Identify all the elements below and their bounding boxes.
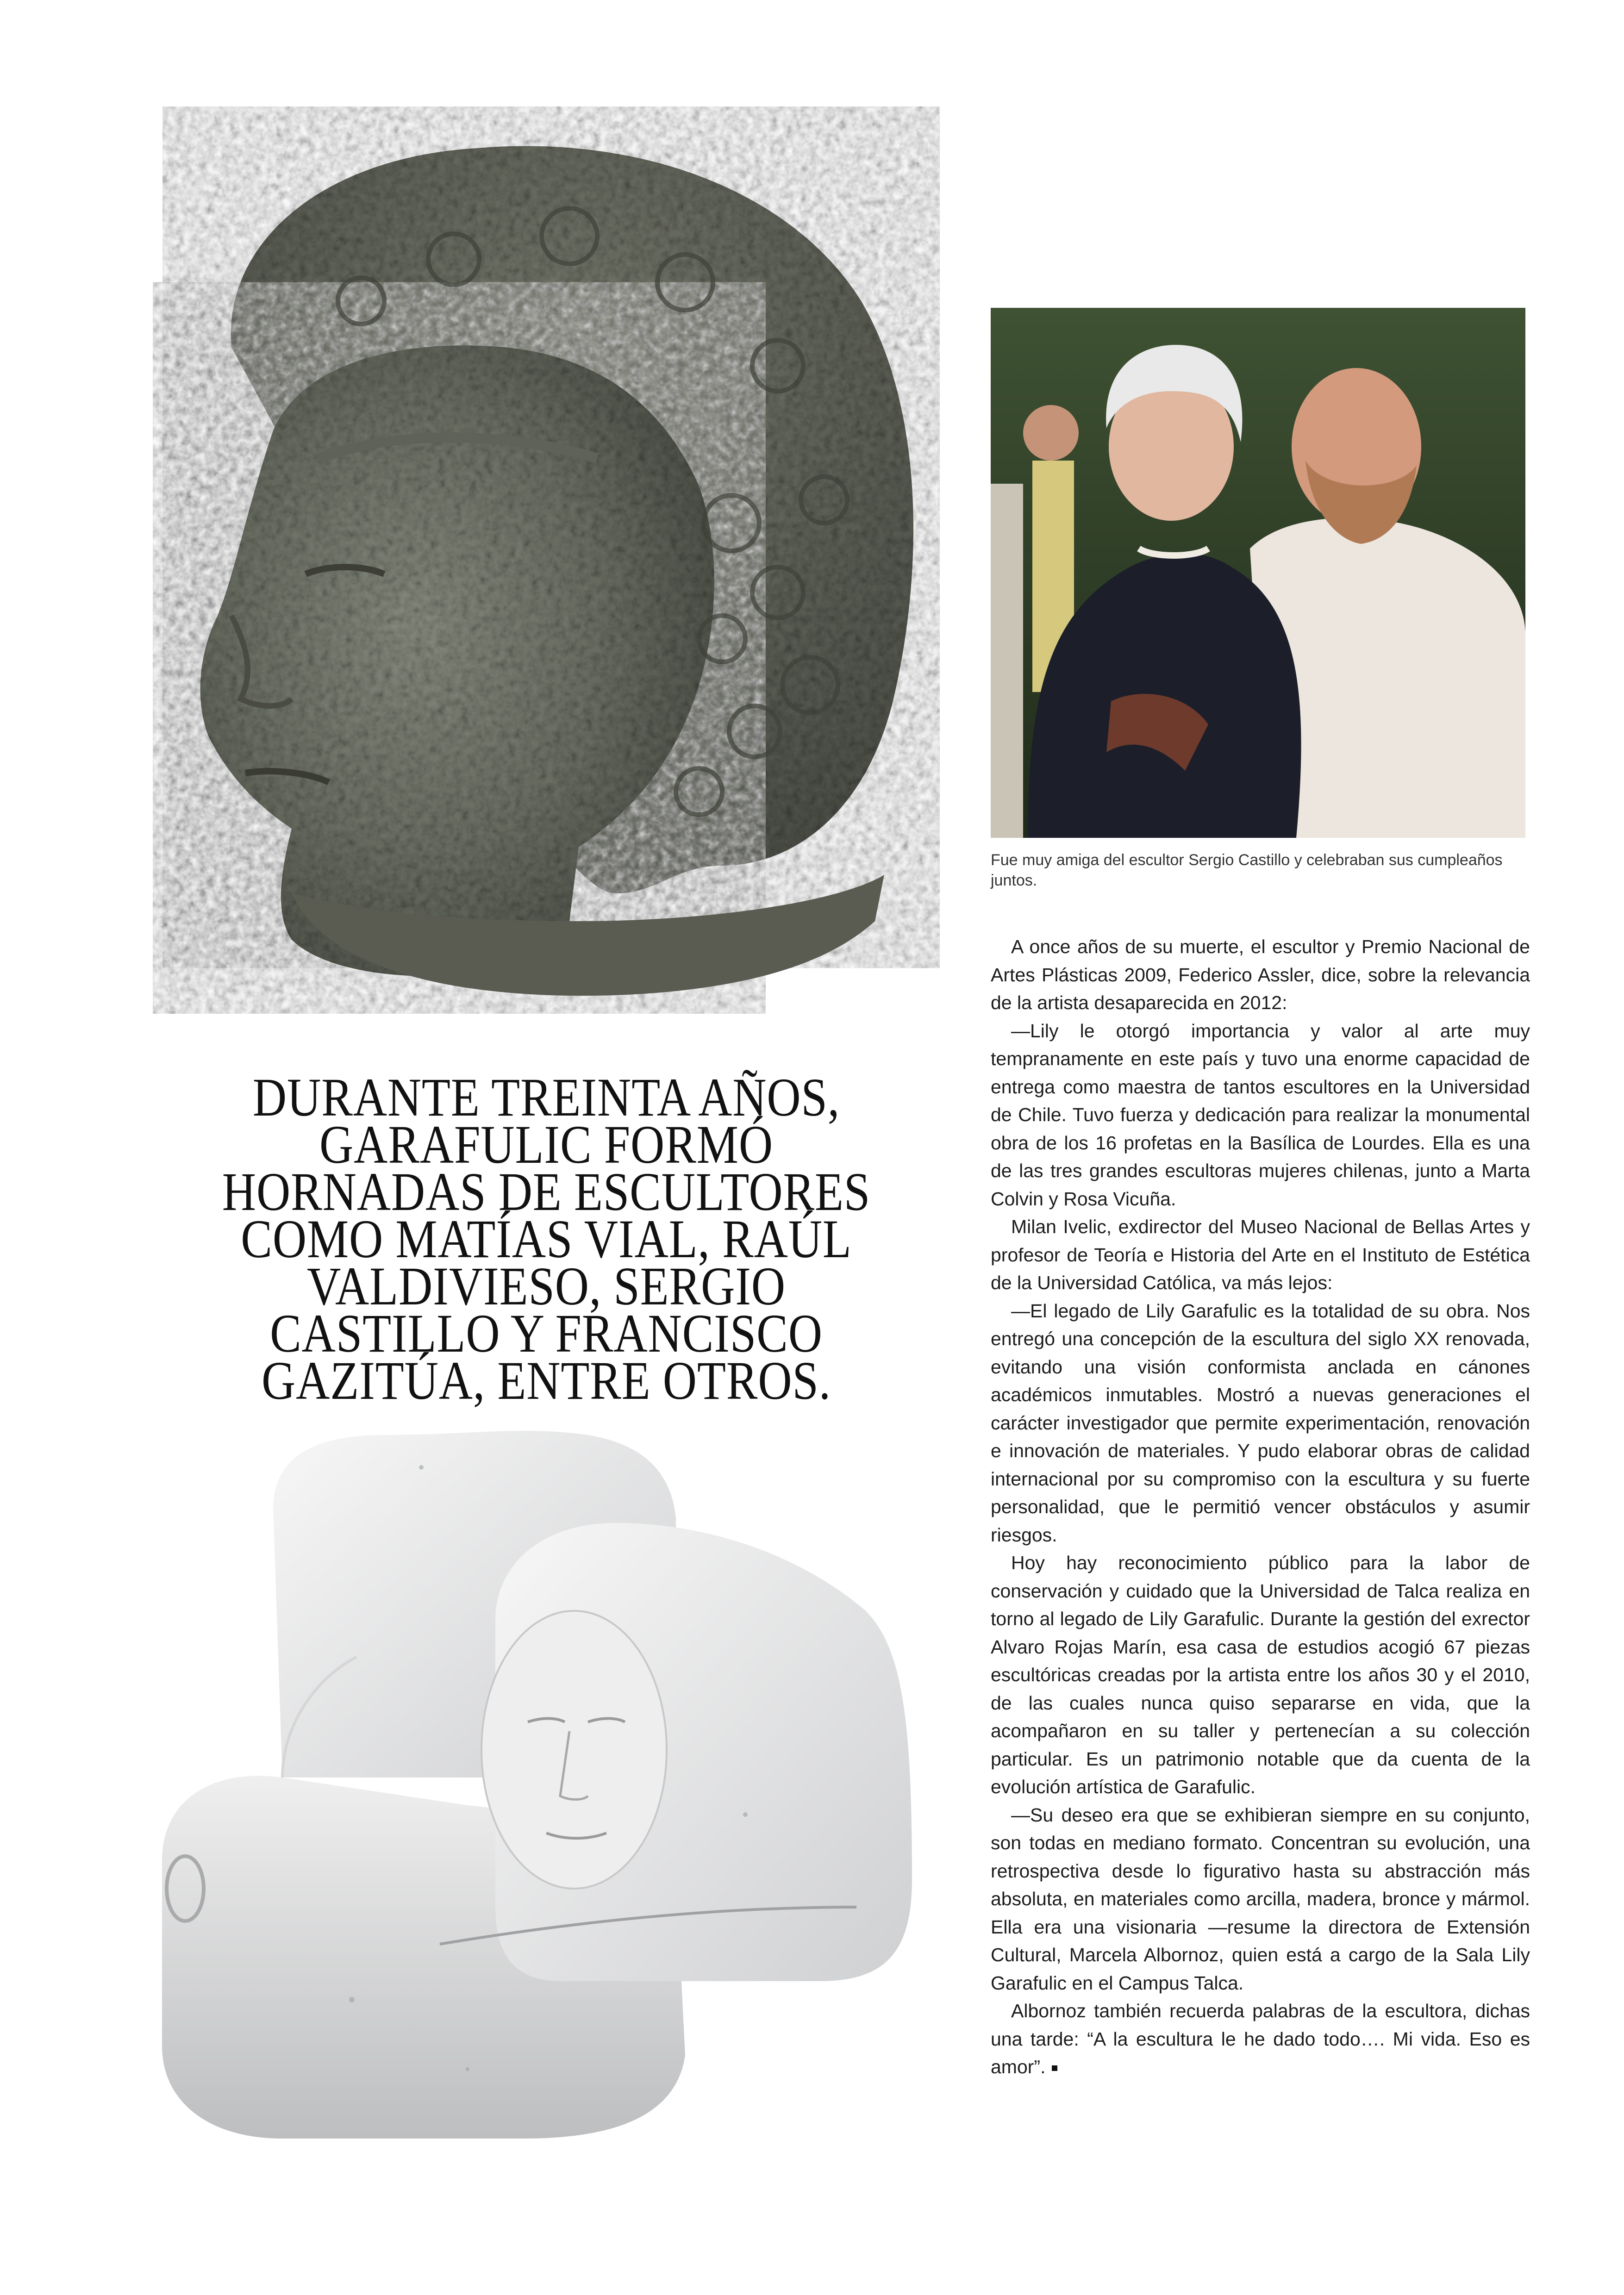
- body-paragraph: —El legado de Lily Garafulic es la totalidad de su obra. Nos entregó una concepción de la escultura del siglo XX renovada, evitando una visión conformista anclada en cánones académicos inmutables. Mostró a nuevas generaciones el carácter investigador que permite experimentación, renovación e innovación de materiales. Y pudo elaborar obras de calidad internacional por su compromiso con la escultura y su fuerte personalidad, que le permitió vencer obstáculos y asumir riesgos.: [991, 1300, 1530, 1546]
- body-paragraph-last: [991, 1997, 1530, 2081]
- photo-caption: Fue muy amiga del escultor Sergio Castillo y celebraban sus cumpleaños juntos.: [991, 851, 1503, 889]
- marble-sculpture-image: [144, 1398, 931, 2148]
- artist-with-sergio-castillo-photo: [991, 308, 1525, 838]
- body-paragraph: Milan Ivelic, exdirector del Museo Nacional de Bellas Artes y profesor de Teoría e Historia del Arte en el Instituto de Estética de la Universidad Católica, va más lejos:: [991, 1216, 1530, 1293]
- closing-quote: Albornoz también recuerda palabras de la escultora, dichas una tarde: “A la escultura le he dado todo…. Mi vida. Eso es amor”.: [991, 2000, 1530, 2077]
- pull-quote: DURANTE TREINTA AÑOS, GARAFULIC FORMÓ HORNADAS DE ESCULTORES COMO MATÍAS VIAL, RAÚL VALDIVIESO, SERGIO CASTILLO Y FRANCISCO GAZITÚA, ENTRE OTROS.: [222, 1067, 871, 1411]
- body-paragraph: A once años de su muerte, el escultor y Premio Nacional de Artes Plásticas 2009, Federico Assler, dice, sobre la relevancia de la artista desaparecida en 2012:: [991, 936, 1530, 1013]
- body-paragraph: Hoy hay reconocimiento público para la labor de conservación y cuidado que la Universidad de Talca realiza en torno al legado de Lily Garafulic. Durante la gestión del exrector Alvaro Rojas Marín, esa casa de estudios acogió 67 piezas escultóricas creadas por la artista entre los años 30 y el 2010, de las cuales nunca quiso separarse en vida, que la acompañaron en su taller y pertenecían a su colección particular. Es un patrimonio notable que da cuenta de la evolución artística de Garafulic.: [991, 1552, 1530, 1797]
- body-paragraph: —Lily le otorgó importancia y valor al arte muy tempranamente en este país y tuvo una enorme capacidad de entrega como maestra de tantos escultores en la Universidad de Chile. Tuvo fuerza y dedicación para realizar la monumental obra de los 16 profetas en la Basílica de Lourdes. Ella es una de las tres grandes escultoras mujeres chilenas, junto a Marta Colvin y Rosa Vicuña.: [991, 1020, 1530, 1210]
- end-of-article-mark: [1052, 2065, 1057, 2071]
- body-paragraph: —Su deseo era que se exhibieran siempre en su conjunto, son todas en mediano formato. Concentran su evolución, una retrospectiva desde lo figurativo hasta su abstracción más absoluta, en materiales como arcilla, madera, bronce y mármol. Ella era una visionaria —resume la directora de Extensión Cultural, Marcela Albornoz, quien está a cargo de la Sala Lily Garafulic en el Campus Talca.: [991, 1804, 1530, 1994]
- stone-head-sculpture-image: [153, 106, 940, 1014]
- article-body: [991, 933, 1530, 2081]
